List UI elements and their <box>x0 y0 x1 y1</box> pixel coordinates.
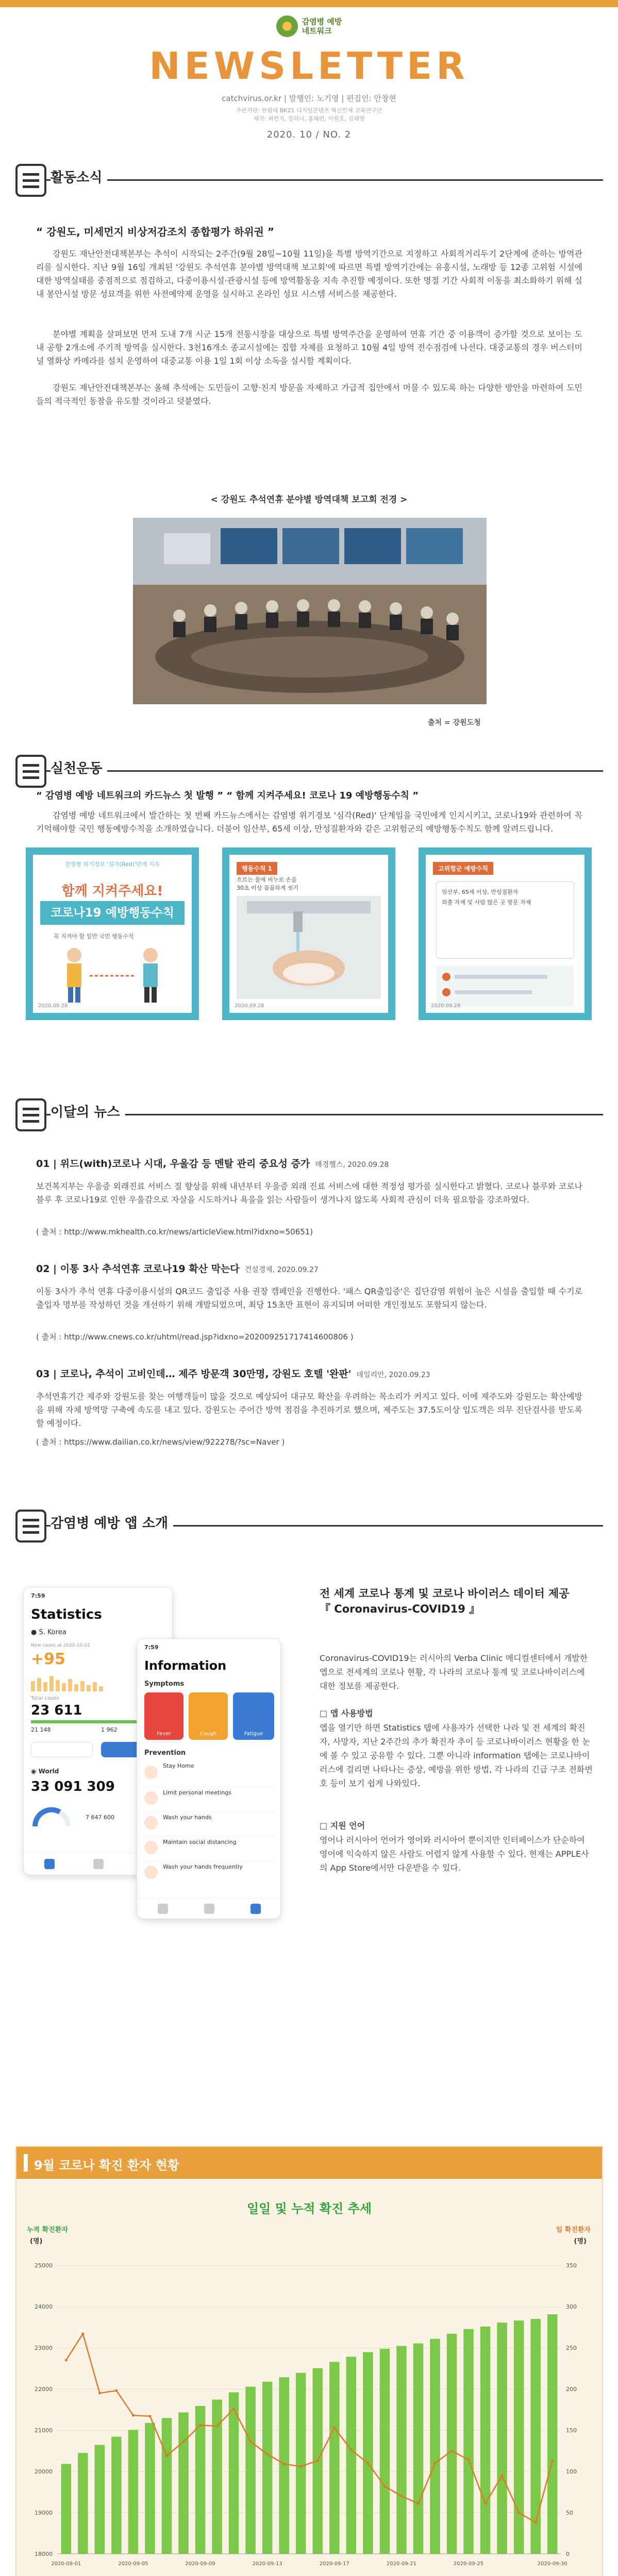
document-list-icon <box>15 755 46 788</box>
home-icon <box>144 1766 158 1779</box>
news-headline: 01 | 위드(with)코로나 시대, 우울감 등 멘탈 관리 중요성 증가 <box>36 1158 310 1170</box>
cumulative-bar <box>178 2412 189 2554</box>
daily-point <box>216 2425 219 2428</box>
news-item-3-url[interactable]: ( 출처 : https://www.dailian.co.kr/news/view/922278/?sc=Naver ) <box>36 1437 285 1447</box>
tab-bar <box>137 1898 281 1919</box>
right-tick-label: 300 <box>566 2303 577 2310</box>
statistics-tab-icon[interactable] <box>44 1859 55 1869</box>
prevention-heading: Prevention <box>144 1749 186 1757</box>
staff-line: 제작: 최민지, 강하나, 홍혜련, 이원호, 김채영 <box>253 115 365 122</box>
news-item-1-title <box>36 1156 389 1170</box>
section-heading-news <box>15 1098 603 1134</box>
card-subheadline: 코로나19 예방행동수칙 <box>40 901 185 925</box>
logo-line2: 네트워크 <box>302 26 332 36</box>
daily-point <box>132 2414 135 2417</box>
activity-paragraph-3: 강원도 재난안전대책본부는 올해 추석에는 도민들이 고향·친지 방문을 자제하고 가급적 집안에서 머물 수 있도록 하는 다양한 방안을 마련하여 도민들의 적극적인 동참을 유도할 것이라고 덧붙였다. <box>36 383 582 406</box>
news-item-1-url[interactable]: ( 출처 : http://www.mkhealth.co.kr/news/articleView.html?idxno=50651) <box>36 1227 313 1236</box>
top-accent-bar <box>0 0 618 7</box>
cough-label: Cough <box>199 1731 217 1737</box>
section-heading-activity <box>15 164 603 200</box>
daily-point <box>283 2463 286 2465</box>
daily-point <box>467 2459 470 2461</box>
left-tick-label: 25000 <box>35 2262 53 2269</box>
card-news-1[interactable] <box>26 848 199 1020</box>
prevention-list <box>144 1762 274 1886</box>
cumulative-bar <box>346 2357 357 2554</box>
cumulative-bar <box>547 2314 558 2554</box>
daily-point <box>165 2454 168 2457</box>
status-time: 7:59 <box>144 1644 159 1651</box>
section-rule <box>45 179 603 181</box>
daily-point <box>501 2475 504 2477</box>
news-source: 건설경제, 2020.09.27 <box>244 1266 319 1274</box>
chart-title: 일일 및 누적 확진 추세 <box>246 2201 372 2216</box>
cumulative-bar <box>463 2329 474 2554</box>
section-rule <box>45 770 603 772</box>
news-item-2-body: 이동 3사가 추석 연휴 다중이용시설의 QR코드 출입증 사용 권장 캠페인을 진행한다. '패스 QR출입증'은 집단감염 위험이 높은 시설을 출입할 때 수기로 출입자 명부를 작성하던 것을 개선하기 위해 개발되었으며, 최당 15초만 표현이 유지되며 어떠한 개인정보도 포함되지 않는다. <box>36 1286 582 1310</box>
app-intro: Coronavirus-COVID19는 러시아의 Verba Clinic 메디컬센터에서 개발한 앱으로 전세계의 코로나 현황, 각 나라의 코로나 통계 및 코로나바이러스에 대한 정보를 제공한다. <box>320 1653 588 1691</box>
daily-point <box>350 2449 353 2451</box>
card-subheadline: 30초 이상 꼼꼼하게 씻기 <box>237 885 299 891</box>
card-top-label: 감염병 위기경보 '심각(Red)'단계 지속 <box>64 861 160 868</box>
fever-card[interactable] <box>144 1692 183 1740</box>
newsletter-header <box>0 15 618 140</box>
app-title-line1: 전 세계 코로나 통계 및 코로나 바이러스 데이터 제공 <box>320 1587 570 1600</box>
cumulative-bar <box>128 2430 139 2554</box>
right-axis-unit: (명) <box>574 2238 587 2245</box>
cumulative-bar <box>61 2464 72 2554</box>
activity-paragraph-2: 분야별 계획을 살펴보면 먼저 도내 7개 시군 15개 전통시장을 대상으로 특별 방역주간을 운영하여 연휴 기간 중 이용객이 증가할 것으로 보이는 도내 공항 2개소에 주기적 방역을 실시한다. 3천16개소 종교시설에는 집합 자제를 요청하고 10월 4일 방역 전수점검에 나선다. 대중교통의 경우 버스터미널 열화상 카메라를 설치 운영하여 대중교통 이용 1일 1회 이상 소독을 실시할 계획이다. <box>36 329 582 366</box>
prevention-item[interactable]: Maintain social distancing <box>144 1837 274 1861</box>
new-cases-label: New cases at 2020-10-01 <box>31 1643 90 1648</box>
fatigue-label: Fatigue <box>244 1731 263 1737</box>
daily-point <box>551 2460 554 2462</box>
daily-point <box>98 2392 101 2395</box>
cumulative-bar <box>162 2418 172 2554</box>
card-news-2[interactable] <box>222 848 395 1020</box>
daily-point <box>333 2427 336 2429</box>
left-tick-label: 19000 <box>35 2510 53 2516</box>
document-list-icon <box>15 1098 46 1131</box>
world-label: ◉ World <box>31 1768 59 1775</box>
share-button[interactable] <box>31 1742 93 1757</box>
cumulative-bar <box>514 2320 524 2554</box>
organization-line: 주관기관: 한림대 BK21 디지털콘텐츠 혁신인재 교육연구단 <box>236 107 382 114</box>
practice-paragraph: 감염병 예방 네트워크에서 발간하는 첫 번째 카드뉴스에서는 감염병 위기경보 '심각(Red)' 단계임을 국민에게 인지시키고, 코로나19와 관련하여 꼭 기억해야할 국민 행동예방수칙을 소개하였습니다. 더불어 임산부, 65세 이상, 만성질환자와 같은 고위험군의 예방행동수칙도 함께 알려드립니다. <box>36 810 582 834</box>
left-tick-label: 22000 <box>35 2386 53 2393</box>
soap-icon <box>144 1866 158 1879</box>
right-axis-label: 일 확진환자 <box>556 2226 591 2234</box>
news-headline: 03 | 코로나, 추석이 고비인데… 제주 방문객 30만명, 강원도 호텔 '완판' <box>36 1368 352 1380</box>
cumulative-bar <box>380 2349 390 2554</box>
active-value: 1 962 <box>101 1726 118 1733</box>
logo-mark-icon <box>276 15 298 37</box>
right-tick-label: 150 <box>566 2427 577 2434</box>
screen-title: Information <box>144 1658 227 1673</box>
info-tab-icon[interactable] <box>250 1904 261 1914</box>
cumulative-bar <box>497 2323 507 2554</box>
prevention-item[interactable]: Wash your hands <box>144 1812 274 1837</box>
world-recovered-value: 7 647 600 <box>86 1814 114 1821</box>
daily-point <box>316 2460 319 2462</box>
card-news-3[interactable] <box>419 848 592 1020</box>
people-icon <box>144 1791 158 1805</box>
people-distancing-icon <box>33 945 192 1007</box>
daily-point <box>517 2512 520 2514</box>
risk-group-box <box>436 882 574 959</box>
usage-text: 앱을 열기만 하면 Statistics 탭에 사용자가 선택한 나라 및 전 세계의 확진자, 사망자, 지난 2주간의 추가 확진자 추이 등 코로나바이러스 현황을 한 눈에 볼 수 있고 공유할 수 있다. 그뿐 아니라 information 탭에는 코로나바이러스에 걸리면 나타나는 증상, 예방을 위한 방법, 각 나라의 긴급 구조 전화번호 등이 보기 쉽게 나와있다. <box>320 1723 593 1788</box>
language-heading: □ 지원 언어 <box>320 1821 365 1831</box>
map-tab-icon[interactable] <box>204 1904 214 1914</box>
daily-point <box>232 2408 235 2410</box>
daily-point <box>366 2462 369 2465</box>
chart-banner <box>16 2147 602 2179</box>
symptoms-heading: Symptoms <box>144 1680 185 1688</box>
card-headline: 임산부, 65세 이상, 만성질환자 <box>442 889 519 895</box>
screen-title: Statistics <box>31 1607 102 1622</box>
world-gauge-icon <box>31 1804 72 1829</box>
section-heading-app <box>15 1510 603 1546</box>
section-title: 감염병 예방 앱 소개 <box>51 1513 173 1532</box>
prevention-item[interactable]: Limit personal meetings <box>144 1787 274 1812</box>
card-headline: 함께 지켜주세요! <box>61 884 163 899</box>
document-list-icon <box>15 1510 46 1543</box>
map-tab-icon[interactable] <box>93 1859 104 1869</box>
card-top-label: 고위험군 예방수칙 <box>433 862 493 875</box>
photo-source: 출처 = 강원도청 <box>428 719 481 727</box>
handwashing-icon <box>237 896 381 999</box>
cumulative-bar <box>145 2423 155 2554</box>
daily-point <box>434 2462 437 2465</box>
daily-point <box>148 2415 151 2417</box>
checklist-icon <box>436 965 574 1007</box>
document-list-icon <box>15 164 46 197</box>
left-tick-label: 21000 <box>35 2427 53 2434</box>
card-note: 꼭 지켜야 할 일반 국민 행동수칙 <box>54 933 134 940</box>
news-source: 데일리안, 2020.09.23 <box>356 1371 430 1379</box>
app-title <box>320 1586 570 1617</box>
daily-point <box>65 2359 68 2362</box>
daily-point <box>535 2521 537 2524</box>
x-tick-label: 2020-09-17 <box>319 2561 349 2567</box>
card-date: 2020.09.28 <box>235 1003 264 1009</box>
briefing-room-illustration <box>133 518 487 704</box>
total-cases-value: 23 611 <box>31 1703 82 1718</box>
world-cases-value: 33 091 309 <box>31 1779 115 1794</box>
daily-point <box>266 2453 269 2455</box>
cumulative-bar <box>245 2387 256 2554</box>
daily-line <box>66 2334 552 2522</box>
news-item-3-body: 추석연휴기간 제주와 강원도를 찾는 여행객들이 많을 것으로 예상되어 대규모 확산을 우려하는 목소리가 커지고 있다. 이에 제주도와 강원도는 확산예방을 위해 자체 방역망 구축에 속도를 내고 있다. 강원도는 주어간 방역 점검을 추진하기로 했으며, 제주도는 37.5도이상 입도객은 의무 진단검사를 받도록 할 예정이다. <box>36 1392 582 1428</box>
prevention-item[interactable]: Wash your hands frequently <box>144 1861 274 1886</box>
activity-paragraph-1: 강원도 재난안전대책본부는 추석이 시작되는 2주간(9월 28일~10월 11일)을 특별 방역기간으로 지정하고 사회적거리두기 2단계에 준하는 방역관리를 실시한다. 지난 9월 16일 개최된 '강원도 추석연휴 분야별 방역대책 보고회'에 따르면 특별 방역기간에는 유흥시설, 노래방 등 12종 고위험 시설에 대한 방역실태를 중점적으로 점검하고, 다중이용시설·관광시설 등에 방역활동을 지속 추진할 예정이다. 또한 명절 기간 사회적 이동을 최소화하기 위해 실내 봉안시설 방문 성묘객을 위한 사전예약제 운영을 실시하고 온라인 성묘 시스템 서비스를 제공한다. <box>36 249 582 299</box>
card-date: 2020.09.28 <box>38 1003 68 1009</box>
status-time: 7:59 <box>31 1592 45 1599</box>
news-item-3-title <box>36 1366 430 1380</box>
language-text: 영어나 러시아어 언어가 영어와 러시아어 뿐이지만 인터페이스가 단순하여 영어에 익숙하지 않은 사람도 어렵지 않게 사용할 수 있다. 현재는 APPLE사의 App Store에서만 다운받을 수 있다. <box>320 1835 589 1873</box>
x-tick-label: 2020-09-01 <box>51 2561 81 2567</box>
right-tick-label: 350 <box>566 2262 577 2269</box>
banner-marker <box>24 2154 28 2172</box>
usage-heading: □ 앱 사용방법 <box>320 1708 373 1718</box>
cumulative-bar <box>329 2362 340 2554</box>
daily-point <box>400 2495 403 2498</box>
right-tick-label: 250 <box>566 2345 577 2351</box>
globe-icon: ◉ <box>31 1768 39 1775</box>
daily-point <box>299 2465 302 2468</box>
trend-chart <box>16 2245 602 2576</box>
cumulative-bar <box>530 2319 541 2554</box>
section-heading-practice <box>15 755 603 791</box>
issue-date: 2020. 10 / NO. 2 <box>266 129 352 140</box>
app-title-line2: 『 Coronavirus-COVID19 』 <box>320 1603 480 1615</box>
section-title: 실천운동 <box>51 758 107 777</box>
x-tick-label: 2020-09-13 <box>252 2561 282 2567</box>
daily-point <box>484 2502 487 2505</box>
left-tick-label: 20000 <box>35 2468 53 2475</box>
cumulative-bar <box>363 2352 373 2554</box>
recovered-value: 21 148 <box>31 1726 51 1733</box>
left-tick-label: 24000 <box>35 2303 53 2310</box>
distance-icon <box>144 1841 158 1854</box>
right-tick-label: 100 <box>566 2468 577 2475</box>
x-tick-label: 2020-09-25 <box>454 2561 484 2567</box>
daily-point <box>417 2502 420 2505</box>
left-tick-label: 23000 <box>35 2345 53 2351</box>
cumulative-bar <box>111 2437 122 2554</box>
cumulative-bar <box>296 2373 306 2554</box>
cumulative-bar <box>413 2344 424 2554</box>
cumulative-bar <box>447 2334 457 2554</box>
briefing-room-photo <box>133 518 487 704</box>
flag-icon: ● <box>31 1629 39 1636</box>
fatigue-card[interactable] <box>233 1692 274 1740</box>
section-rule <box>45 1114 603 1115</box>
right-tick-label: 0 <box>566 2551 570 2557</box>
x-tick-label: 2020-09-21 <box>386 2561 416 2567</box>
x-tick-label: 2020-09-09 <box>185 2561 215 2567</box>
daily-point <box>182 2441 185 2443</box>
chart-panel <box>15 2146 603 2576</box>
new-cases-value: +95 <box>31 1650 65 1668</box>
cumulative-bar <box>480 2327 491 2554</box>
publisher-meta: catchvirus.or.kr | 발행인: 노기영 | 편집인: 안창현 <box>222 94 396 103</box>
fever-label: Fever <box>157 1731 171 1737</box>
daily-point <box>199 2424 202 2427</box>
cumulative-bar <box>78 2453 88 2554</box>
news-item-2-title <box>36 1261 319 1275</box>
cumulative-bar <box>430 2339 440 2554</box>
daily-point <box>450 2450 453 2452</box>
statistics-tab-icon[interactable] <box>158 1904 168 1914</box>
information-screen-mockup <box>137 1638 281 1919</box>
left-tick-label: 18000 <box>35 2551 53 2557</box>
cumulative-bar <box>396 2346 407 2554</box>
daily-point <box>81 2332 84 2335</box>
activity-article-title: “ 강원도, 미세먼지 비상저감조치 종합평가 하위권 ” <box>36 226 275 238</box>
left-axis-label: 누적 확진환자 <box>27 2226 68 2234</box>
country-selector[interactable]: ● S. Korea <box>31 1629 66 1636</box>
chart-section-title: 9월 코로나 확진 환자 현황 <box>34 2158 179 2173</box>
organization-meta <box>0 107 618 123</box>
daily-point <box>115 2389 118 2392</box>
cumulative-bar <box>262 2382 273 2554</box>
prevention-item[interactable]: Stay Home <box>144 1762 274 1787</box>
daily-point <box>249 2441 252 2443</box>
cumulative-bar <box>279 2377 289 2554</box>
x-tick-label: 2020-09-05 <box>118 2561 148 2567</box>
daily-point <box>383 2485 386 2487</box>
cough-card[interactable] <box>189 1692 228 1740</box>
left-axis-unit: (명) <box>30 2238 43 2245</box>
photo-caption: < 강원도 추석연휴 분야별 방역대책 보고회 전경 > <box>210 495 408 505</box>
card-top-label: 행동수칙 1 <box>237 862 277 875</box>
card-subheadline: 외출 자제 및 사람 많은 곳 방문 자제 <box>442 899 531 906</box>
practice-article-title: “ 감염병 예방 네트워크의 카드뉴스 첫 발행 ” “ 함께 지켜주세요! 코로나 19 예방행동수칙 ” <box>36 790 419 801</box>
logo <box>276 15 342 37</box>
cumulative-bar <box>95 2445 105 2554</box>
news-source: 매경헬스, 2020.09.28 <box>315 1161 389 1169</box>
news-headline: 02 | 이통 3사 추석연휴 코로나19 확산 막는다 <box>36 1263 240 1275</box>
logo-line1: 감염병 예방 <box>302 17 342 26</box>
card-date: 2020.09.28 <box>431 1003 461 1009</box>
card-headline: 흐르는 물에 비누로 손을 <box>237 876 297 883</box>
section-title: 활동소식 <box>51 167 107 186</box>
section-title: 이달의 뉴스 <box>51 1101 125 1121</box>
newsletter-title: NEWSLETTER <box>149 44 469 88</box>
news-item-1-body: 보건복지부는 우울증 외래진료 서비스 질 향상을 위해 내년부터 우울증 외래 진료 서비스에 대한 적정성 평가를 실시한다고 밝혔다. 코로나 블루와 코로나 블루 후 코로나19로 인한 우울감으로 자살을 시도하거나 욕을을 읽는 사람들이 생겨나지 않도록 사회적 관심이 더욱 필요함을 강조하였다. <box>36 1181 582 1205</box>
total-cases-label: Total cases <box>31 1696 59 1701</box>
hands-icon <box>144 1816 158 1829</box>
news-item-2-url[interactable]: ( 출처 : http://www.cnews.co.kr/uhtml/read.jsp?idxno=202009251717414600806 ) <box>36 1332 354 1342</box>
x-tick-label: 2020-09-30 <box>537 2561 567 2567</box>
right-tick-label: 50 <box>566 2510 573 2516</box>
right-tick-label: 200 <box>566 2386 577 2393</box>
